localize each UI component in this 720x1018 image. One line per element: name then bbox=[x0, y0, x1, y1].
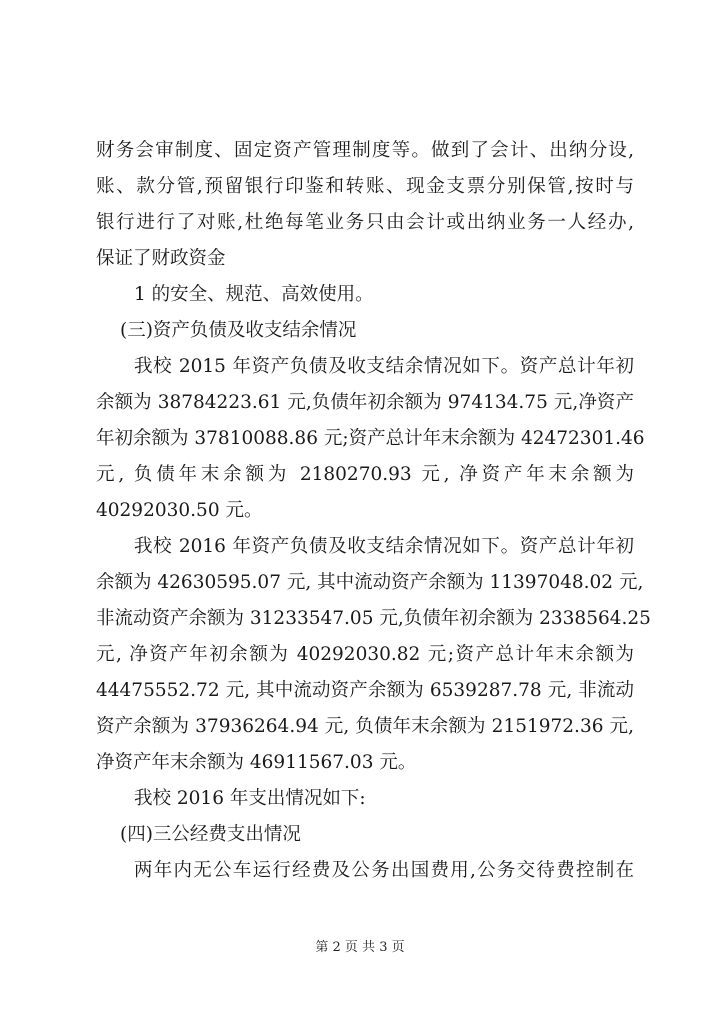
paragraph-line: 我校 2016 年支出情况如下: bbox=[134, 788, 366, 809]
paragraph-line: 元, 净资产年初余额为 40292030.82 元;资产总计年末余额为 bbox=[96, 644, 634, 665]
paragraph-line: 财务会审制度、固定资产管理制度等。做到了会计、出纳分设, bbox=[96, 140, 634, 161]
section-heading: (四)三公经费支出情况 bbox=[120, 824, 301, 845]
paragraph-line: 1 的安全、规范、高效使用。 bbox=[134, 284, 374, 305]
paragraph-line: 资产余额为 37936264.94 元, 负债年末余额为 2151972.36 元, bbox=[96, 716, 634, 737]
paragraph-line: 两年内无公车运行经费及公务出国费用,公务交待费控制在 bbox=[134, 860, 634, 881]
paragraph-line: 元, 负债年末余额为 2180270.93 元, 净资产年末余额为 bbox=[96, 464, 634, 485]
paragraph-line: 非流动资产余额为 31233547.05 元,负债年初余额为 2338564.25 bbox=[96, 608, 651, 629]
section-heading: (三)资产负债及收支结余情况 bbox=[120, 320, 357, 341]
paragraph-line: 银行进行了对账,杜绝每笔业务只由会计或出纳业务一人经办, bbox=[96, 212, 634, 233]
paragraph-line: 净资产年末余额为 46911567.03 元。 bbox=[96, 752, 417, 773]
page-number-footer: 第 2 页 共 3 页 bbox=[315, 940, 405, 955]
paragraph-line: 我校 2015 年资产负债及收支结余情况如下。资产总计年初 bbox=[134, 356, 634, 377]
paragraph-line: 我校 2016 年资产负债及收支结余情况如下。资产总计年初 bbox=[134, 536, 634, 557]
paragraph-line: 年初余额为 37810088.86 元;资产总计年末余额为 42472301.46 bbox=[96, 428, 645, 449]
paragraph-line: 账、款分管,预留银行印鉴和转账、现金支票分别保管,按时与 bbox=[96, 176, 634, 197]
paragraph-line: 余额为 38784223.61 元,负债年初余额为 974134.75 元,净资产 bbox=[96, 392, 634, 413]
paragraph-line: 保证了财政资金 bbox=[96, 248, 226, 269]
paragraph-line: 40292030.50 元。 bbox=[96, 500, 263, 521]
paragraph-line: 44475552.72 元, 其中流动资产余额为 6539287.78 元, 非流动 bbox=[96, 680, 634, 701]
paragraph-line: 余额为 42630595.07 元, 其中流动资产余额为 11397048.02 元, bbox=[96, 572, 644, 593]
